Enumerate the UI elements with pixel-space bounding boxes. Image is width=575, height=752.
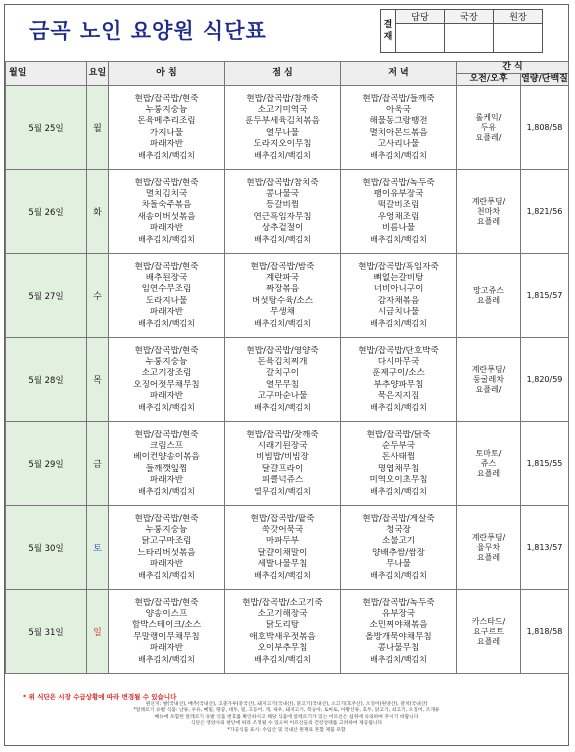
menu-item: 새송이버섯볶음	[137, 211, 196, 222]
snack-item: 계란푸딩/	[471, 196, 506, 206]
menu-item: 현밥/잡곡밥/현죽	[134, 429, 199, 440]
menu-item: 무말랭이무채무침	[133, 631, 200, 642]
dinner-menu	[341, 86, 457, 170]
menu-item: 돈육메추리조림	[137, 116, 196, 127]
menu-item: 멸치아몬드볶음	[369, 127, 428, 138]
menu-item: 소고기미역국	[257, 104, 308, 115]
menu-item: 애호박새우젓볶음	[249, 631, 316, 642]
menu-item: 현밥/잡곡밥/현죽	[134, 177, 199, 188]
menu-item: 뼈없는갈비탕	[373, 272, 424, 283]
snack-menu	[457, 86, 521, 170]
menu-item: 묵은지지짐	[377, 390, 420, 401]
menu-item: 파래자반	[149, 306, 184, 317]
snack-item: 요구르트	[473, 626, 504, 636]
menu-item: 들깨깻잎찜	[145, 463, 188, 474]
menu-item: 오징어젓무채무침	[133, 379, 200, 390]
snack-item: 둥굴레차	[473, 374, 504, 384]
approval-header-director: 국장	[445, 10, 494, 24]
snack-menu	[457, 506, 521, 590]
breakfast-menu	[109, 422, 225, 506]
lunch-menu	[225, 338, 341, 422]
menu-item: 배추김치/백김치	[254, 151, 311, 161]
snack-item: 요플레/	[475, 384, 502, 394]
snack-item: 요플레	[476, 636, 501, 646]
menu-item: 닭고구마조림	[141, 536, 192, 547]
menu-item: 세발나물무침	[257, 558, 308, 569]
menu-item: 유부장국	[381, 608, 416, 619]
menu-item: 현밥/잡곡밥/참치죽	[246, 177, 319, 188]
kcal-protein: 1,818/58	[521, 590, 569, 674]
menu-item: 소고기해장국	[257, 608, 308, 619]
menu-item: 무생채	[270, 306, 295, 317]
menu-item: 상추겉절이	[261, 222, 304, 233]
snack-menu	[457, 590, 521, 674]
day-date: 5월 27일	[6, 254, 87, 338]
menu-item: 양배추쌈/쌈장	[372, 547, 425, 558]
notes-line: *알레르기 유발 식품: 난류, 우유, 메밀, 땅콩, 대두, 밀, 고등어, 게, 새우, 돼지고기, 복숭아, 토마토, 아황산류, 호두, 닭고기, 쇠고기, 오징어, 조개류	[133, 708, 440, 714]
menu-item: 명엽채무침	[377, 463, 420, 474]
menu-item: 올방개묵야채무침	[365, 631, 432, 642]
snack-item: 롤케익/	[475, 112, 502, 122]
menu-item: 배추된장국	[145, 272, 188, 283]
day-date: 5월 31일	[6, 590, 87, 674]
menu-item: 갈치구이	[265, 368, 300, 379]
dinner-menu	[341, 422, 457, 506]
menu-item: 비름나물	[381, 222, 416, 233]
menu-item: 소민찌야채볶음	[369, 620, 428, 631]
menu-item: 달걀프라이	[261, 463, 304, 474]
day-of-week: 수	[87, 254, 109, 338]
menu-item: 도라지오이무침	[253, 138, 312, 149]
menu-item: 순두부국	[381, 440, 416, 451]
menu-day-row	[6, 170, 569, 254]
menu-item: 배추김치/백김치	[254, 235, 311, 245]
menu-item: 닭도리탕	[265, 620, 300, 631]
breakfast-menu	[109, 338, 225, 422]
snack-item: 요플레	[476, 552, 501, 562]
day-of-week: 토	[87, 506, 109, 590]
menu-item: 등갈비찜	[265, 200, 300, 211]
menu-item: 현밥/잡곡밥/소고기죽	[242, 597, 323, 608]
lunch-menu	[225, 170, 341, 254]
menu-item: 느타리버섯볶음	[137, 547, 196, 558]
menu-item: 비빔밥/비빔장	[256, 452, 309, 463]
column-header-snack: 간 식	[457, 62, 569, 74]
page-title: 금곡 노인 요양원 식단표	[29, 19, 267, 43]
menu-item: 파래자반	[149, 642, 184, 653]
lunch-menu	[225, 506, 341, 590]
menu-day-row	[6, 254, 569, 338]
lunch-menu	[225, 590, 341, 674]
menu-item: 임연수무조림	[141, 284, 192, 295]
menu-item: 배추김치/백김치	[370, 655, 427, 665]
snack-item: 망고쥬스	[473, 285, 504, 295]
menu-item: 배추김치/백김치	[254, 655, 311, 665]
menu-item: 크림스프	[149, 440, 184, 451]
day-of-week: 월	[87, 86, 109, 170]
menu-item: 훈제구이/소스	[372, 368, 425, 379]
menu-item: 파래자반	[149, 390, 184, 401]
dinner-menu	[341, 506, 457, 590]
menu-item: 배추김치/백김치	[138, 403, 195, 413]
menu-item: 현밥/잡곡밥/흑임자죽	[358, 261, 439, 272]
menu-item: 쑥갓어묵국	[261, 524, 304, 535]
menu-item: 떡갈비조림	[377, 200, 420, 211]
menu-item: 열무나물	[265, 127, 300, 138]
snack-item: 요플레	[476, 295, 501, 305]
snack-item: 계란푸딩/	[471, 364, 506, 374]
menu-item: 돈사태찜	[381, 452, 416, 463]
dinner-menu	[341, 338, 457, 422]
menu-item: 돈육김치찌개	[257, 356, 308, 367]
notes-section	[9, 693, 564, 734]
menu-item: 시래기된장국	[257, 440, 308, 451]
menu-item: 현밥/잡곡밥/단호박죽	[358, 345, 439, 356]
column-header-kcal: 열량/단백질	[521, 74, 568, 84]
menu-item: 배추김치/백김치	[370, 319, 427, 329]
menu-table	[5, 61, 569, 674]
snack-item: 쥬스	[480, 458, 497, 468]
day-of-week: 일	[87, 590, 109, 674]
menu-item: 소고기장조림	[141, 368, 192, 379]
menu-item: 현밥/잡곡밥/들깨죽	[362, 93, 435, 104]
menu-item: 배추김치/백김치	[254, 571, 311, 581]
menu-item: 배추김치/백김치	[370, 487, 427, 497]
breakfast-menu	[109, 590, 225, 674]
menu-item: 아욱국	[386, 104, 411, 115]
menu-day-row	[6, 590, 569, 674]
menu-item: 열무무침	[265, 379, 300, 390]
kcal-protein: 1,808/58	[521, 86, 569, 170]
menu-item: 파래자반	[149, 558, 184, 569]
column-header-lunch: 점 심	[225, 62, 341, 86]
menu-item: 파래자반	[149, 138, 184, 149]
menu-item: 파래자반	[149, 222, 184, 233]
day-of-week: 목	[87, 338, 109, 422]
menu-item: 배추김치/백김치	[138, 151, 195, 161]
menu-item: 부추양파무침	[373, 379, 424, 390]
menu-day-row	[6, 422, 569, 506]
menu-day-row	[6, 506, 569, 590]
column-header-snack-time: 오전/오후	[457, 74, 521, 86]
menu-day-row	[6, 86, 569, 170]
notes-line: *가공식품 표시: 수입산 및 국내산 원재료 혼합 제품 포함	[227, 727, 346, 733]
menu-item: 파래자반	[149, 474, 184, 485]
day-date: 5월 26일	[6, 170, 87, 254]
day-date: 5월 29일	[6, 422, 87, 506]
day-of-week: 화	[87, 170, 109, 254]
menu-item: 현밥/잡곡밥/현죽	[134, 261, 199, 272]
snack-item: 계란푸딩/	[471, 532, 506, 542]
lunch-menu	[225, 86, 341, 170]
menu-item: 팽이유부장국	[373, 188, 424, 199]
menu-item: 계란파국	[265, 272, 300, 283]
kcal-protein: 1,815/57	[521, 254, 569, 338]
menu-item: 배추김치/백김치	[370, 403, 427, 413]
dinner-menu	[341, 170, 457, 254]
menu-item: 열무김치/백김치	[254, 487, 311, 497]
menu-item: 현밥/잡곡밥/녹두죽	[362, 177, 435, 188]
menu-item: 배추김치/백김치	[370, 571, 427, 581]
menu-item: 양송이스프	[145, 608, 188, 619]
menu-item: 고구마순나물	[257, 390, 308, 401]
day-of-week: 금	[87, 422, 109, 506]
menu-item: 배추김치/백김치	[370, 235, 427, 245]
menu-item: 현밥/잡곡밥/참깨죽	[246, 93, 319, 104]
menu-item: 콩나물무침	[377, 642, 420, 653]
snack-item: 천마차	[476, 206, 501, 216]
day-date: 5월 28일	[6, 338, 87, 422]
breakfast-menu	[109, 506, 225, 590]
approval-box	[380, 9, 543, 53]
approval-cell-chief	[494, 24, 543, 53]
snack-item: 요플레/	[475, 132, 502, 142]
menu-item: 우엉채조림	[377, 211, 420, 222]
menu-item: 누룽지숭늉	[145, 104, 188, 115]
menu-item: 현밥/잡곡밥/팥죽	[250, 513, 315, 524]
column-header-dinner: 저 녁	[341, 62, 457, 86]
lunch-menu	[225, 422, 341, 506]
lunch-menu	[225, 254, 341, 338]
menu-item: 해물동그랑땡전	[369, 116, 428, 127]
snack-item: 토마토/	[475, 448, 502, 458]
menu-item: 함박스테이크/소스	[131, 620, 202, 631]
menu-item: 청국장	[386, 524, 411, 535]
menu-item: 현밥/잡곡밥/닭죽	[366, 429, 431, 440]
menu-item: 베이컨양송이볶음	[133, 452, 200, 463]
menu-item: 달걀이채말이	[257, 547, 308, 558]
menu-item: 무나물	[386, 558, 411, 569]
menu-day-row	[6, 338, 569, 422]
menu-item: 다시마무국	[377, 356, 420, 367]
menu-item: 소불고기	[381, 536, 416, 547]
menu-item: 배추김치/백김치	[138, 655, 195, 665]
menu-item: 현밥/잡곡밥/게살죽	[362, 513, 435, 524]
menu-item: 도라지나물	[145, 295, 188, 306]
menu-item: 누룽지숭늉	[145, 524, 188, 535]
menu-item: 미역오이초무침	[369, 474, 428, 485]
menu-item: 버섯탕수육/소스	[251, 295, 313, 306]
menu-item: 가지나물	[149, 127, 184, 138]
snack-menu	[457, 254, 521, 338]
menu-item: 훈두부세육김치볶음	[245, 116, 320, 127]
snack-item: 율무차	[476, 542, 501, 552]
menu-item: 콩나물국	[265, 188, 300, 199]
menu-item: 오이부추무침	[257, 642, 308, 653]
menu-item: 배추김치/백김치	[138, 487, 195, 497]
menu-item: 현밥/잡곡밥/영양죽	[246, 345, 319, 356]
menu-item: 현밥/잡곡밥/현죽	[134, 513, 199, 524]
menu-sheet	[4, 4, 569, 746]
breakfast-menu	[109, 254, 225, 338]
notes-line: 메뉴에 포함된 알레르기 유발 식품 번호를 확인하시고 해당 식품에 알레르기가 있는 어르신은 섭취에 유의하여 주시기 바랍니다	[154, 714, 419, 720]
menu-item: 감자채볶음	[377, 295, 420, 306]
menu-item: 짜장볶음	[265, 284, 300, 295]
approval-cell-staff	[396, 24, 445, 53]
snack-item: 요플레	[476, 216, 501, 226]
column-header-breakfast: 아 침	[109, 62, 225, 86]
menu-item: 고사리나물	[377, 138, 420, 149]
menu-item: 현밥/잡곡밥/밤죽	[250, 261, 315, 272]
kcal-protein: 1,821/56	[521, 170, 569, 254]
column-header-date: 월일	[6, 62, 87, 86]
snack-item: 요플레	[476, 468, 501, 478]
menu-item: 피클넉쥬스	[261, 474, 304, 485]
snack-menu	[457, 422, 521, 506]
menu-item: 배추김치/백김치	[254, 403, 311, 413]
menu-item: 배추김치/백김치	[254, 319, 311, 329]
menu-item: 현밥/잡곡밥/현죽	[134, 93, 199, 104]
menu-item: 현밥/잡곡밥/잣깨죽	[246, 429, 319, 440]
menu-item: 누룽지숭늉	[145, 356, 188, 367]
day-date: 5월 25일	[6, 86, 87, 170]
approval-label: 결재	[381, 10, 396, 53]
breakfast-menu	[109, 170, 225, 254]
notes-line: 원산지: 쌀(국내산), 배추(국내산), 고춧가루(중국산), 돼지고기(국내산), 닭고기(국내산), 소고기(호주산), 오징어(원양산), 갈치(국내산)	[145, 702, 428, 707]
menu-item: 배추김치/백김치	[138, 571, 195, 581]
menu-item: 현밥/잡곡밥/현죽	[134, 597, 199, 608]
column-header-dow: 요일	[87, 62, 109, 86]
menu-item: 배추김치/백김치	[138, 319, 195, 329]
kcal-protein: 1,820/59	[521, 338, 569, 422]
snack-item: 두유	[480, 122, 497, 132]
breakfast-menu	[109, 86, 225, 170]
approval-cell-director	[445, 24, 494, 53]
menu-item: 현밥/잡곡밥/녹두죽	[362, 597, 435, 608]
approval-header-chief: 원장	[494, 10, 543, 24]
menu-item: 배추김치/백김치	[138, 235, 195, 245]
kcal-protein: 1,815/55	[521, 422, 569, 506]
snack-item: 카스타드/	[471, 616, 506, 626]
menu-item: 차돌숙주볶음	[141, 200, 192, 211]
snack-menu	[457, 170, 521, 254]
menu-item: 연근흑임자무침	[253, 211, 312, 222]
menu-item: 멸치김치국	[145, 188, 188, 199]
approval-header-staff: 담당	[396, 10, 445, 24]
kcal-protein: 1,813/57	[521, 506, 569, 590]
menu-item: 배추김치/백김치	[370, 151, 427, 161]
menu-item: 시금치나물	[377, 306, 420, 317]
menu-item: 마파두부	[265, 536, 300, 547]
menu-item: 현밥/잡곡밥/현죽	[134, 345, 199, 356]
snack-menu	[457, 338, 521, 422]
dinner-menu	[341, 590, 457, 674]
notes-warning: * 위 식단은 시장 수급상황에 따라 변경될 수 있습니다	[23, 693, 177, 701]
menu-item: 너비아니구이	[373, 284, 424, 295]
dinner-menu	[341, 254, 457, 338]
day-date: 5월 30일	[6, 506, 87, 590]
notes-line: 식단은 영양사의 판단에 따라 조정될 수 있으며 어르신들의 건강상태를 고려하여 제공됩니다	[190, 721, 383, 727]
